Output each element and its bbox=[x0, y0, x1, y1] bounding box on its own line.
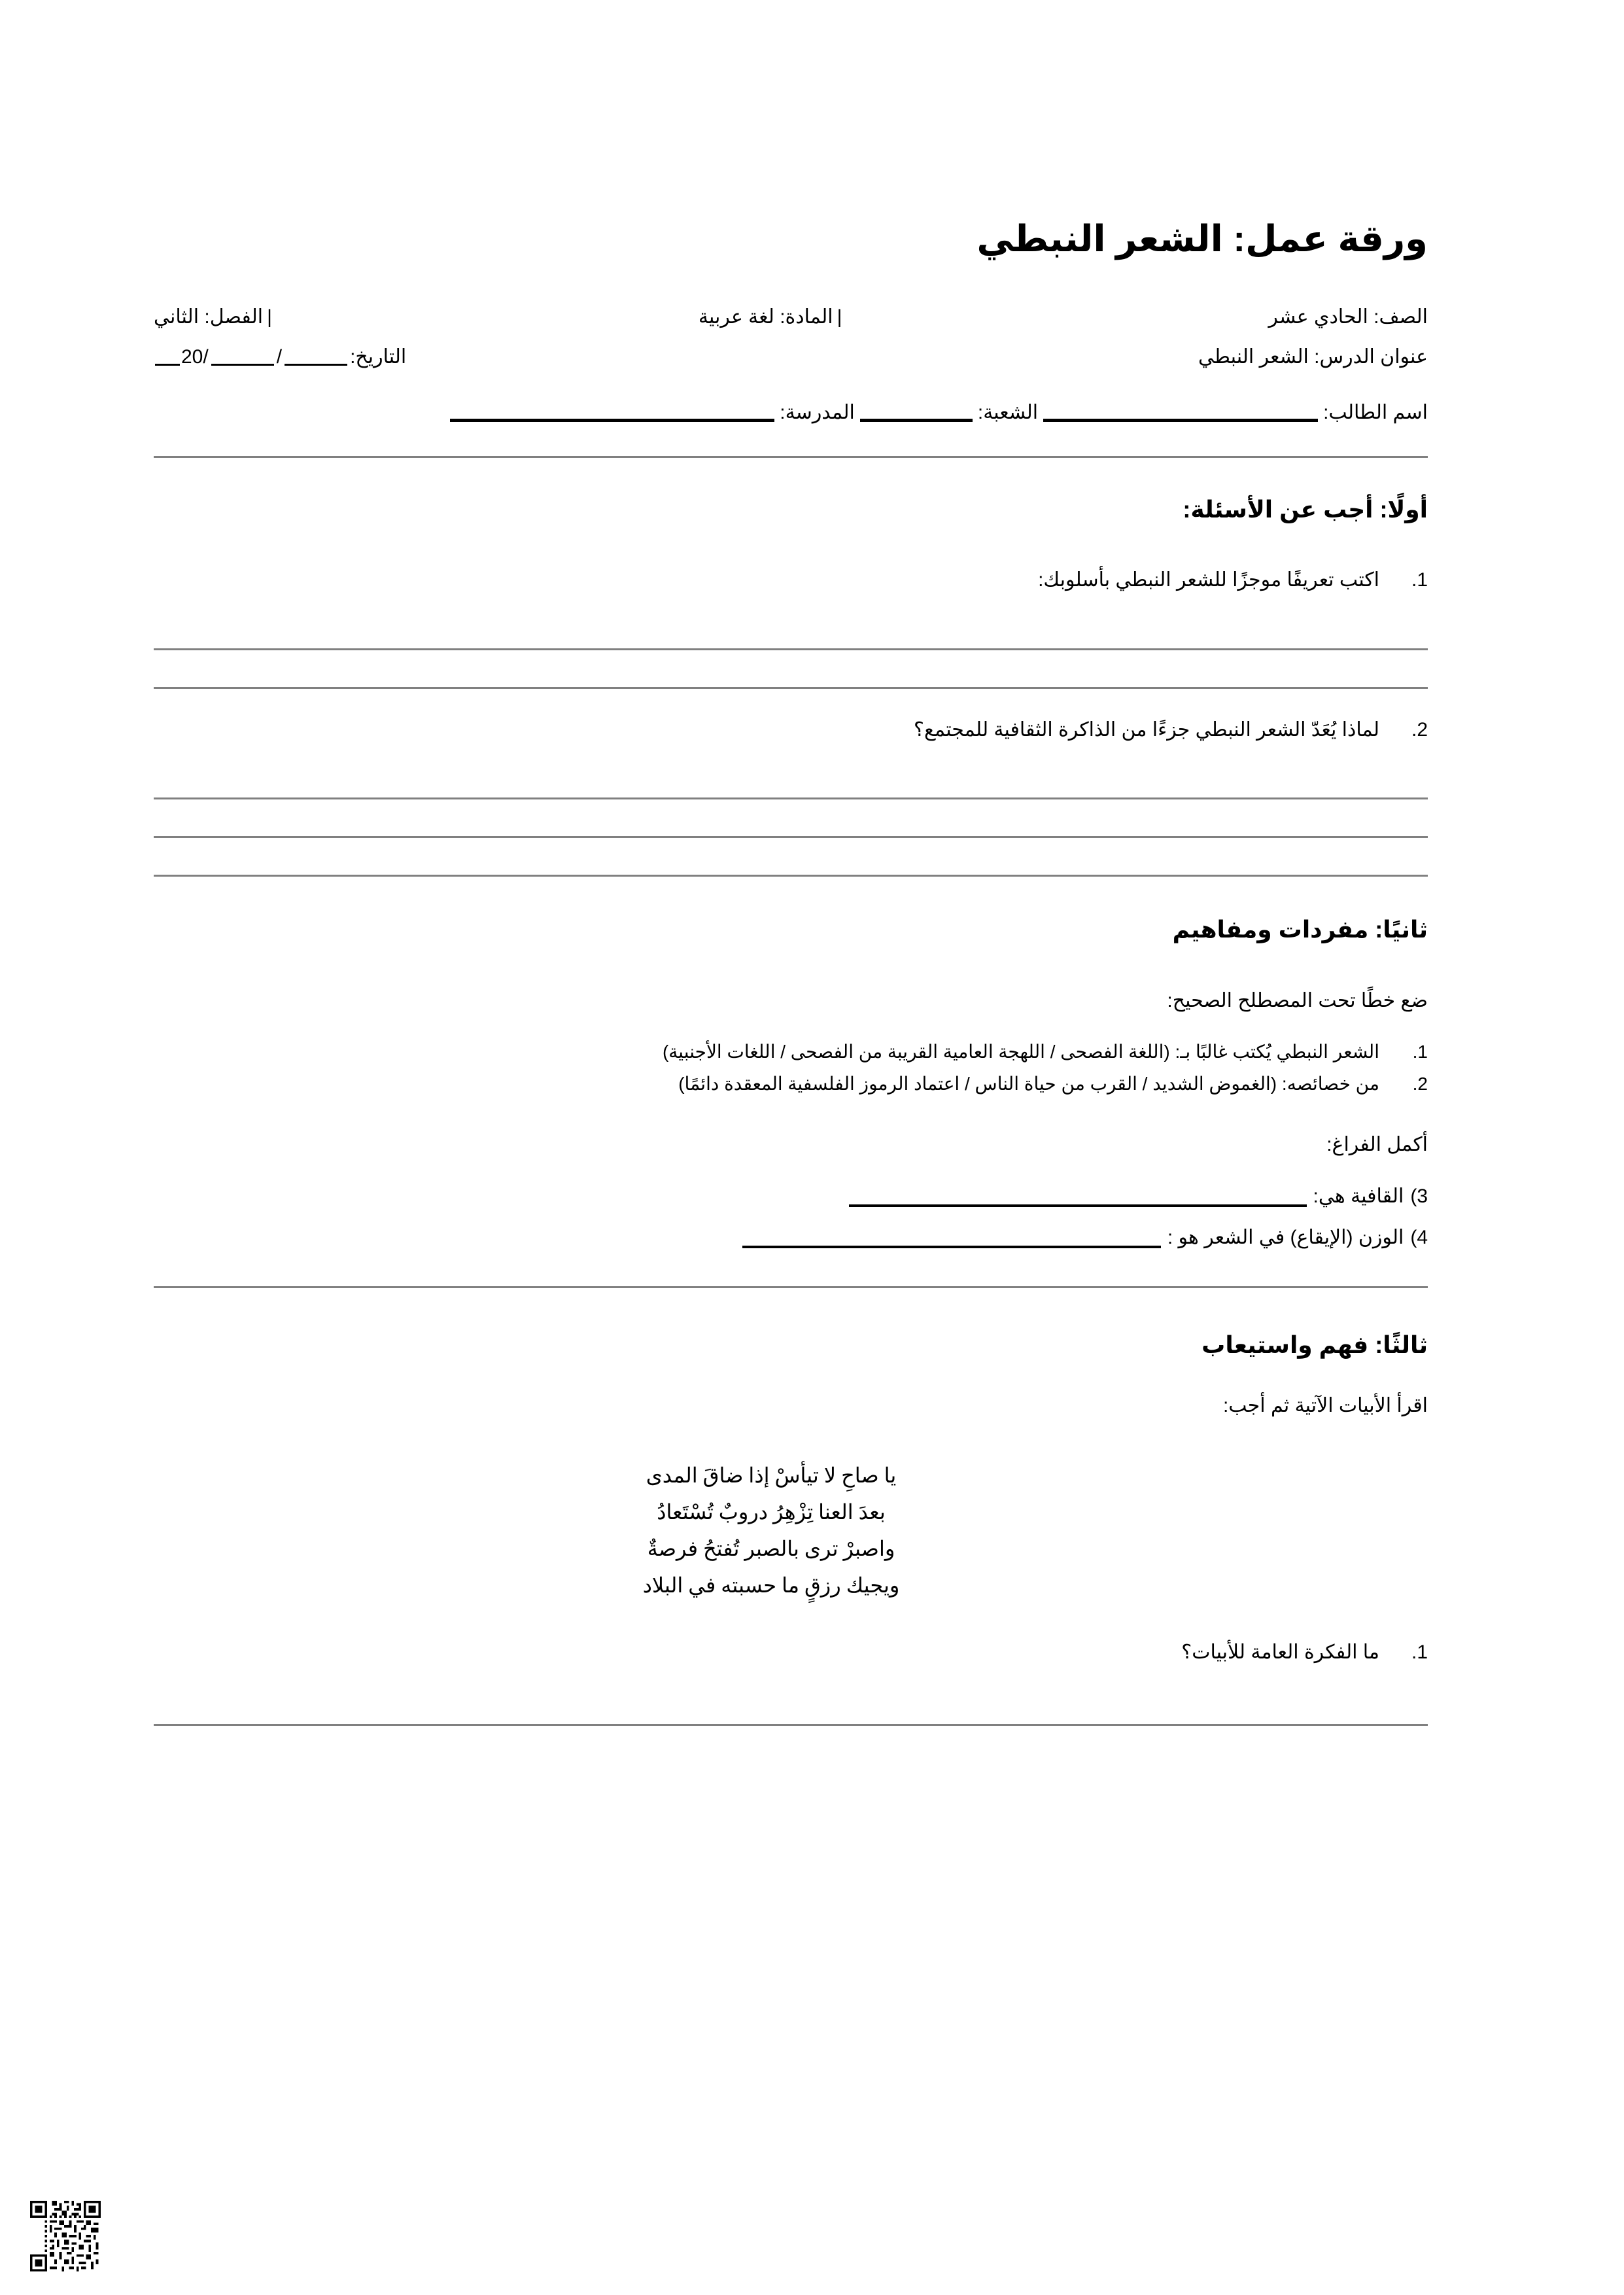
date-year-blank[interactable] bbox=[155, 364, 180, 366]
meta-row-secondary bbox=[154, 342, 1428, 372]
mcq-list bbox=[154, 1038, 1428, 1099]
poem-line: واصبرْ ترى بالصبر تُفتحُ فرصةٌ bbox=[647, 1536, 895, 1560]
poem-line: ويجيك رزقٍ ما حسبته في البلاد bbox=[642, 1573, 900, 1597]
answer-line[interactable] bbox=[154, 1687, 1428, 1726]
page-title: ورقة عمل: الشعر النبطي bbox=[976, 218, 1428, 259]
question-text: اكتب تعريفًا موجزًا للشعر النبطي بأسلوبك: bbox=[1038, 569, 1379, 591]
answer-line[interactable] bbox=[154, 612, 1428, 650]
answer-line[interactable] bbox=[154, 761, 1428, 799]
section-one-heading: أولًا: أجب عن الأسئلة: bbox=[1183, 496, 1428, 523]
answer-line[interactable] bbox=[154, 799, 1428, 838]
date-label: التاريخ: bbox=[350, 346, 407, 368]
term-label: الفصل: الثاني bbox=[154, 306, 264, 328]
question-number: 1. bbox=[1411, 569, 1428, 591]
student-name-group bbox=[1038, 398, 1428, 427]
divider-header bbox=[154, 456, 1428, 458]
question-number: 1. bbox=[1411, 1641, 1428, 1663]
fill-blank-number: 3) bbox=[1410, 1185, 1428, 1208]
worksheet-content bbox=[154, 216, 1428, 1726]
answer-line[interactable] bbox=[154, 650, 1428, 689]
date-field-group: التاريخ://20 bbox=[154, 342, 406, 372]
answer-lines-q2 bbox=[154, 761, 1428, 877]
date-day-blank[interactable] bbox=[285, 364, 347, 366]
date-month-blank[interactable] bbox=[211, 364, 274, 366]
mcq-text[interactable]: من خصائصه: (الغموض الشديد / القرب من حياة الناس / اعتماد الرموز الفلسفية المعقدة دائمًا) bbox=[678, 1073, 1379, 1094]
question-item bbox=[154, 1638, 1428, 1668]
section-group bbox=[855, 398, 1038, 427]
fill-blank-input[interactable] bbox=[742, 1226, 1161, 1248]
question-text: لماذا يُعَدّ الشعر النبطي جزءًا من الذاكرة الثقافية للمجتمع؟ bbox=[914, 718, 1379, 741]
mcq-item bbox=[154, 1070, 1428, 1099]
fill-blank-input[interactable] bbox=[849, 1185, 1307, 1207]
fill-blank-item bbox=[154, 1182, 1428, 1211]
answer-lines-q1 bbox=[154, 612, 1428, 689]
question-item bbox=[154, 565, 1428, 596]
section-three-heading: ثالثًا: فهم واستيعاب bbox=[1201, 1331, 1428, 1359]
subject-group bbox=[699, 302, 846, 332]
section-input[interactable] bbox=[860, 419, 973, 422]
school-label: المدرسة: bbox=[780, 402, 855, 423]
question-text: ما الفكرة العامة للأبيات؟ bbox=[1181, 1641, 1379, 1663]
poem-block bbox=[154, 1457, 1428, 1603]
school-input[interactable] bbox=[450, 419, 774, 422]
question-item bbox=[154, 715, 1428, 746]
meta-separator-2: | bbox=[267, 306, 272, 328]
student-info-row bbox=[154, 398, 1428, 427]
lesson-title-label: عنوان الدرس: الشعر النبطي bbox=[1198, 346, 1428, 368]
poem-line: يا صاحِ لا تيأسْ إذا ضاقَ المدى bbox=[646, 1463, 897, 1487]
fill-blank-number: 4) bbox=[1410, 1227, 1428, 1249]
meta-separator-1: | bbox=[837, 306, 842, 328]
divider-section-two bbox=[154, 1286, 1428, 1288]
mcq-text[interactable]: الشعر النبطي يُكتب غالبًا بـ: (اللغة الفصحى / اللهجة العامية القريبة من الفصحى / اللغات الأجنبية) bbox=[662, 1041, 1379, 1062]
answer-line[interactable] bbox=[154, 838, 1428, 877]
section-three-instruction: اقرأ الأبيات الآتية ثم أجب: bbox=[1222, 1394, 1428, 1416]
student-name-label: اسم الطالب: bbox=[1323, 402, 1428, 423]
meta-row-primary bbox=[154, 302, 1428, 332]
fill-blank-label: القافية هي: bbox=[1313, 1185, 1404, 1208]
question-number: 2. bbox=[1411, 718, 1428, 741]
section-two-instruction: ضع خطًا تحت المصطلح الصحيح: bbox=[1167, 989, 1428, 1011]
poem-line: بعدَ العنا تِزْهِرُ دروبٌ تُسْتَعادُ bbox=[657, 1499, 886, 1524]
fill-blank-label: الوزن (الإيقاع) في الشعر هو : bbox=[1167, 1227, 1404, 1249]
subject-label: المادة: لغة عربية bbox=[698, 306, 833, 328]
term-group bbox=[154, 302, 276, 332]
section-two-heading: ثانيًا: مفردات ومفاهيم bbox=[1172, 916, 1428, 943]
mcq-number: 2. bbox=[1412, 1073, 1428, 1094]
answer-lines-q3 bbox=[154, 1687, 1428, 1726]
section-label: الشعبة: bbox=[977, 402, 1039, 423]
qr-code-icon bbox=[30, 2201, 101, 2271]
date-year-prefix: 20 bbox=[181, 346, 203, 368]
student-name-input[interactable] bbox=[1043, 419, 1318, 422]
grade-label: الصف: الحادي عشر bbox=[1268, 306, 1428, 328]
mcq-item bbox=[154, 1038, 1428, 1067]
school-group bbox=[445, 398, 855, 427]
fill-blank-instruction: أكمل الفراغ: bbox=[1326, 1134, 1428, 1156]
fill-blank-item bbox=[154, 1223, 1428, 1252]
mcq-number: 1. bbox=[1412, 1041, 1428, 1062]
